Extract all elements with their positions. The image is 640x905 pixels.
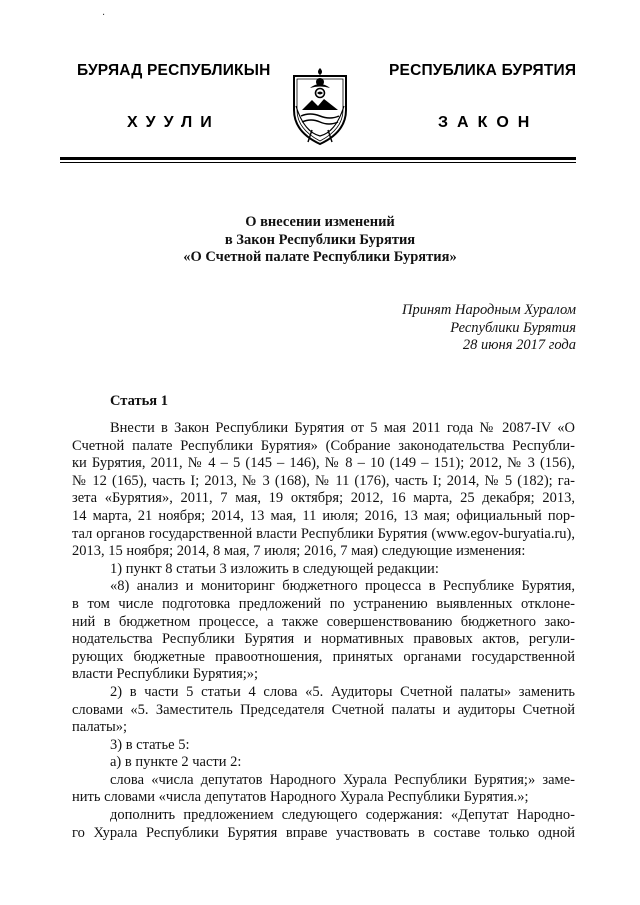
header-divider-thick <box>60 157 576 160</box>
body-line: зета «Бурятия», 2011, 7 мая, 19 октября; 2012, 16 марта, 25 декабря; 2013, <box>72 490 575 507</box>
coat-of-arms-icon <box>290 66 350 148</box>
body-line: 2013, 15 ноября; 2014, 8 мая, 7 июля; 2016, 7 мая) следующие изменения: <box>72 543 526 560</box>
body-line: нить словами «числа депутатов Народного Хурала Республики Бурятия.»; <box>72 789 529 806</box>
header-right-doc-type: ЗАКОН <box>438 114 539 131</box>
body-line: «8) анализ и мониторинг бюджетного процесса в Республике Бурятия, <box>110 578 575 595</box>
article-heading: Статья 1 <box>110 393 168 409</box>
body-line: ки Бурятия, 2011, № 4 – 5 (145 – 146), № 8 – 10 (149 – 151); 2012, № 3 (156), <box>72 455 575 472</box>
body-line: слова «числа депутатов Народного Хурала Республики Бурятия;» заме- <box>110 771 575 788</box>
body-line: а) в пункте 2 части 2: <box>110 754 242 771</box>
body-line: в том числе подготовка предложений по устранению выявленных отклоне- <box>72 595 575 612</box>
adoption-note-line: Республики Бурятия <box>450 319 576 336</box>
law-title <box>0 214 640 267</box>
body-line: власти Республики Бурятия;»; <box>72 666 259 683</box>
body-line: Счетной палате Республики Бурятия» (Собрание законодательства Республи- <box>72 437 575 454</box>
header-divider-thin <box>60 162 576 163</box>
body-line: словами «5. Заместитель Председателя Счетной палаты и аудиторы Счетной <box>72 701 575 718</box>
body-line: тал органов государственной власти Республики Бурятия (www.egov-buryatia.ru), <box>72 525 575 542</box>
article-body <box>72 420 575 842</box>
body-line: 1) пункт 8 статьи 3 изложить в следующей редакции: <box>110 560 439 577</box>
body-line: ний в бюджетном процессе, а также совершенствованию бюджетного зако- <box>72 613 575 630</box>
body-line: 2) в части 5 статьи 4 слова «5. Аудиторы Счетной палаты» заменить <box>110 683 575 700</box>
header-right-name: РЕСПУБЛИКА БУРЯТИЯ <box>389 62 577 79</box>
adoption-note-line: Принят Народным Хуралом <box>401 302 576 318</box>
body-line: го Хурала Республики Бурятия вправе участвовать в составе только одной <box>72 824 575 841</box>
body-line: 14 марта, 21 ноября; 2014, 13 мая, 11 июля; 2016, 13 мая; официальный пор- <box>72 507 575 524</box>
body-line: дополнить предложением следующего содержания: «Депутат Народно- <box>110 807 575 824</box>
body-line: нодательства Республики Бурятия и нормативных правовых актов, регули- <box>72 631 575 648</box>
adoption-date: 28 июня 2017 года <box>462 337 576 353</box>
body-line: № 12 (165), часть I; 2013, № 3 (168), № 11 (176), часть I; 2014, № 5 (182); га- <box>72 472 575 489</box>
law-title-line: в Закон Республики Бурятия <box>224 231 416 248</box>
law-title-line: «О Счетной палате Республики Бурятия» <box>183 249 457 265</box>
adoption-note <box>402 302 576 355</box>
body-line: Внести в Закон Республики Бурятия от 5 мая 2011 года № 2087-IV «О <box>110 420 575 436</box>
body-line: палаты»; <box>72 719 127 736</box>
header-left-doc-type: ХУУЛИ <box>127 114 220 131</box>
header-left-name: БУРЯАД РЕСПУБЛИКЫН <box>77 62 271 79</box>
law-title-line: О внесении изменений <box>245 214 395 230</box>
body-line: рующих бюджетные правоотношения, принятых органами государственной <box>72 648 575 665</box>
body-line: 3) в статье 5: <box>110 736 190 753</box>
scan-mark: · <box>102 10 106 21</box>
